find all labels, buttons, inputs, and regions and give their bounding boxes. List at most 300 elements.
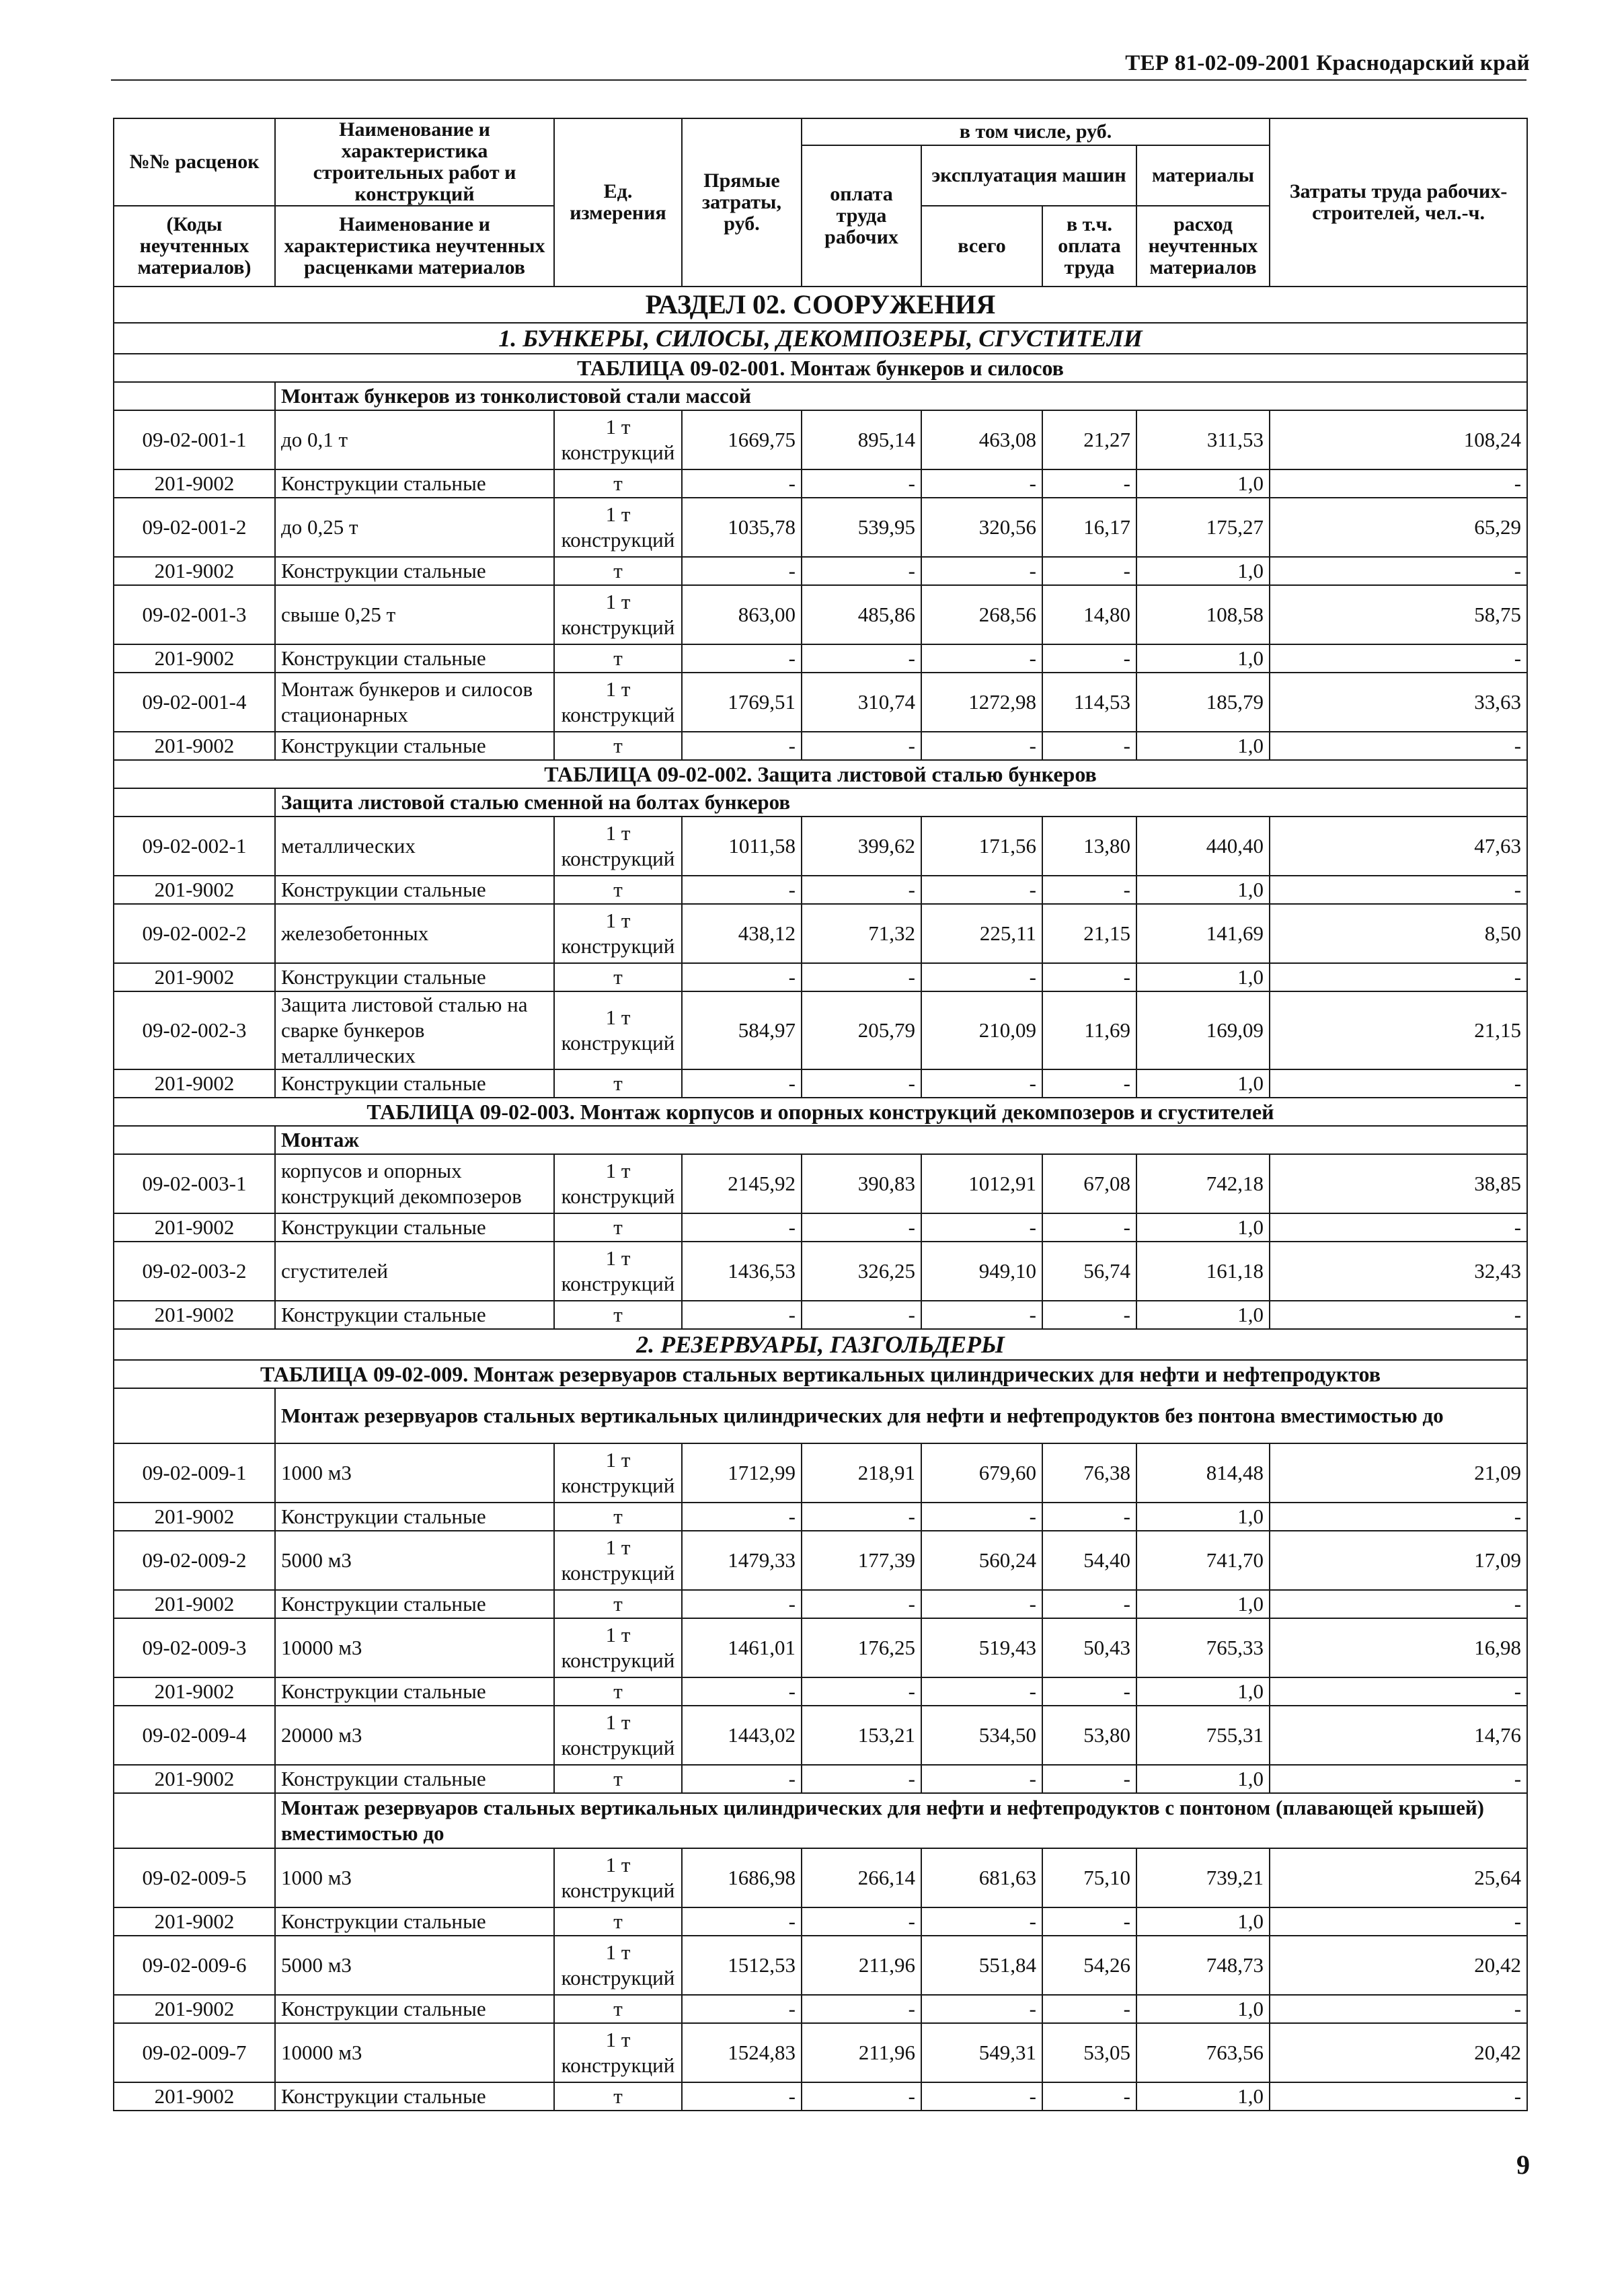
resource-hours-dash: - xyxy=(1270,469,1527,498)
rate-machines-labor-cost: 50,43 xyxy=(1042,1618,1136,1677)
rate-direct-cost: 1461,01 xyxy=(682,1618,802,1677)
resource-row xyxy=(114,557,1527,585)
rate-unit: 1 т конструкций xyxy=(554,817,682,876)
resource-quantity: 1,0 xyxy=(1136,1765,1270,1793)
rate-unit: 1 т конструкций xyxy=(554,498,682,557)
rate-unit: 1 т конструкций xyxy=(554,1154,682,1213)
resource-labor-dash: - xyxy=(802,1765,921,1793)
rate-name: до 0,1 т xyxy=(275,410,554,469)
resource-code: 201-9002 xyxy=(114,963,275,991)
rate-machines-labor-cost: 114,53 xyxy=(1042,673,1136,732)
resource-unit: т xyxy=(554,2082,682,2111)
resource-row xyxy=(114,1765,1527,1793)
rate-code: 09-02-002-3 xyxy=(114,991,275,1069)
rate-row xyxy=(114,1531,1527,1590)
rate-materials-cost: 169,09 xyxy=(1136,991,1270,1069)
resource-labor-dash: - xyxy=(802,963,921,991)
resource-direct-dash: - xyxy=(682,963,802,991)
rate-code: 09-02-009-1 xyxy=(114,1443,275,1503)
rate-code: 09-02-009-2 xyxy=(114,1531,275,1590)
resource-quantity: 1,0 xyxy=(1136,1995,1270,2023)
rate-unit: 1 т конструкций xyxy=(554,904,682,963)
rate-machines-cost: 560,24 xyxy=(921,1531,1042,1590)
rate-name: Защита листовой сталью на сварке бункеров металлических xyxy=(275,991,554,1069)
rate-machines-labor-cost: 14,80 xyxy=(1042,585,1136,644)
resource-row xyxy=(114,2082,1527,2111)
resource-name: Конструкции стальные xyxy=(275,1907,554,1936)
group-code-empty xyxy=(114,382,275,410)
rate-row xyxy=(114,673,1527,732)
resource-name: Конструкции стальные xyxy=(275,1590,554,1618)
group-title-text: Монтаж резервуаров стальных вертикальных цилиндрических для нефти и нефтепродуктов с понтоном (плавающей крышей) вместимостью до xyxy=(275,1793,1527,1848)
resource-quantity: 1,0 xyxy=(1136,644,1270,673)
rate-labor-hours: 17,09 xyxy=(1270,1531,1527,1590)
rate-code: 09-02-001-1 xyxy=(114,410,275,469)
rate-machines-cost: 1012,91 xyxy=(921,1154,1042,1213)
resource-direct-dash: - xyxy=(682,644,802,673)
group-title-text: Монтаж xyxy=(275,1126,1527,1154)
resource-name: Конструкции стальные xyxy=(275,1069,554,1098)
rate-materials-cost: 741,70 xyxy=(1136,1531,1270,1590)
rate-labor-cost: 895,14 xyxy=(802,410,921,469)
rate-labor-hours: 14,76 xyxy=(1270,1706,1527,1765)
rate-row xyxy=(114,498,1527,557)
resource-quantity: 1,0 xyxy=(1136,469,1270,498)
group-title xyxy=(114,382,1527,410)
rate-materials-cost: 161,18 xyxy=(1136,1242,1270,1301)
rate-direct-cost: 584,97 xyxy=(682,991,802,1069)
rate-direct-cost: 1669,75 xyxy=(682,410,802,469)
rate-row xyxy=(114,1154,1527,1213)
resource-row xyxy=(114,1907,1527,1936)
resource-unit: т xyxy=(554,1503,682,1531)
resource-labor-dash: - xyxy=(802,557,921,585)
rate-materials-cost: 765,33 xyxy=(1136,1618,1270,1677)
resource-labor-dash: - xyxy=(802,644,921,673)
resource-row xyxy=(114,876,1527,904)
resource-labor-dash: - xyxy=(802,1503,921,1531)
rate-unit: 1 т конструкций xyxy=(554,1443,682,1503)
rate-row xyxy=(114,904,1527,963)
rate-row xyxy=(114,2023,1527,2082)
resource-unit: т xyxy=(554,876,682,904)
rate-unit: 1 т конструкций xyxy=(554,1936,682,1995)
rate-direct-cost: 1686,98 xyxy=(682,1848,802,1907)
rate-labor-hours: 58,75 xyxy=(1270,585,1527,644)
rate-labor-cost: 153,21 xyxy=(802,1706,921,1765)
resource-direct-dash: - xyxy=(682,1590,802,1618)
resource-labor-dash: - xyxy=(802,1590,921,1618)
resource-hours-dash: - xyxy=(1270,557,1527,585)
col-header-machines: эксплуатация машин xyxy=(921,145,1136,206)
resource-direct-dash: - xyxy=(682,1907,802,1936)
rate-materials-cost: 440,40 xyxy=(1136,817,1270,876)
resource-code: 201-9002 xyxy=(114,1213,275,1242)
rate-machines-labor-cost: 53,05 xyxy=(1042,2023,1136,2082)
rate-name: 20000 м3 xyxy=(275,1706,554,1765)
resource-direct-dash: - xyxy=(682,732,802,760)
rate-machines-labor-cost: 54,26 xyxy=(1042,1936,1136,1995)
resource-machines-dash: - xyxy=(921,963,1042,991)
rate-materials-cost: 141,69 xyxy=(1136,904,1270,963)
resource-machines-labor-dash: - xyxy=(1042,1765,1136,1793)
col-header-materials: материалы xyxy=(1136,145,1270,206)
rate-row xyxy=(114,1618,1527,1677)
rate-machines-labor-cost: 54,40 xyxy=(1042,1531,1136,1590)
rate-code: 09-02-001-2 xyxy=(114,498,275,557)
rate-name: до 0,25 т xyxy=(275,498,554,557)
rate-labor-hours: 38,85 xyxy=(1270,1154,1527,1213)
rate-labor-hours: 32,43 xyxy=(1270,1242,1527,1301)
rate-labor-cost: 539,95 xyxy=(802,498,921,557)
rate-machines-labor-cost: 11,69 xyxy=(1042,991,1136,1069)
resource-direct-dash: - xyxy=(682,2082,802,2111)
subsection-title xyxy=(114,1329,1527,1360)
resource-name: Конструкции стальные xyxy=(275,1213,554,1242)
resource-quantity: 1,0 xyxy=(1136,557,1270,585)
resource-row xyxy=(114,469,1527,498)
resource-unit: т xyxy=(554,1069,682,1098)
col-header-direct: Прямые затраты, руб. xyxy=(682,118,802,287)
rate-machines-labor-cost: 76,38 xyxy=(1042,1443,1136,1503)
rate-machines-labor-cost: 56,74 xyxy=(1042,1242,1136,1301)
resource-direct-dash: - xyxy=(682,1069,802,1098)
rate-machines-cost: 519,43 xyxy=(921,1618,1042,1677)
resource-unit: т xyxy=(554,1590,682,1618)
resource-name: Конструкции стальные xyxy=(275,1301,554,1329)
resource-unit: т xyxy=(554,1213,682,1242)
resource-name: Конструкции стальные xyxy=(275,2082,554,2111)
resource-hours-dash: - xyxy=(1270,1590,1527,1618)
rate-direct-cost: 2145,92 xyxy=(682,1154,802,1213)
resource-machines-labor-dash: - xyxy=(1042,1907,1136,1936)
resource-direct-dash: - xyxy=(682,1995,802,2023)
rate-direct-cost: 1524,83 xyxy=(682,2023,802,2082)
rate-machines-cost: 679,60 xyxy=(921,1443,1042,1503)
resource-machines-dash: - xyxy=(921,469,1042,498)
header-rule xyxy=(111,79,1526,81)
page-number: 9 xyxy=(1516,2150,1530,2180)
rate-direct-cost: 1011,58 xyxy=(682,817,802,876)
resource-hours-dash: - xyxy=(1270,1213,1527,1242)
rate-labor-cost: 71,32 xyxy=(802,904,921,963)
col-header-labor-hours: Затраты труда рабочих-строителей, чел.-ч. xyxy=(1270,118,1527,287)
resource-machines-labor-dash: - xyxy=(1042,732,1136,760)
rate-labor-cost: 390,83 xyxy=(802,1154,921,1213)
resource-machines-labor-dash: - xyxy=(1042,1301,1136,1329)
rate-labor-cost: 218,91 xyxy=(802,1443,921,1503)
resource-hours-dash: - xyxy=(1270,2082,1527,2111)
resource-direct-dash: - xyxy=(682,1213,802,1242)
resource-labor-dash: - xyxy=(802,1213,921,1242)
rate-name: металлических xyxy=(275,817,554,876)
rate-name: сгустителей xyxy=(275,1242,554,1301)
resource-unit: т xyxy=(554,963,682,991)
resource-labor-dash: - xyxy=(802,732,921,760)
rate-name: железобетонных xyxy=(275,904,554,963)
resource-name: Конструкции стальные xyxy=(275,1995,554,2023)
resource-hours-dash: - xyxy=(1270,1995,1527,2023)
resource-hours-dash: - xyxy=(1270,1677,1527,1706)
rate-unit: 1 т конструкций xyxy=(554,991,682,1069)
rate-row xyxy=(114,1848,1527,1907)
resource-machines-labor-dash: - xyxy=(1042,1677,1136,1706)
rate-code: 09-02-009-5 xyxy=(114,1848,275,1907)
rate-code: 09-02-009-6 xyxy=(114,1936,275,1995)
rate-code: 09-02-002-1 xyxy=(114,817,275,876)
rate-machines-labor-cost: 16,17 xyxy=(1042,498,1136,557)
rate-materials-cost: 185,79 xyxy=(1136,673,1270,732)
subsection-title-text: 2. РЕЗЕРВУАРЫ, ГАЗГОЛЬДЕРЫ xyxy=(114,1329,1527,1360)
rate-machines-cost: 463,08 xyxy=(921,410,1042,469)
resource-code: 201-9002 xyxy=(114,644,275,673)
rate-code: 09-02-001-4 xyxy=(114,673,275,732)
rate-labor-hours: 33,63 xyxy=(1270,673,1527,732)
rate-code: 09-02-009-3 xyxy=(114,1618,275,1677)
rate-materials-cost: 748,73 xyxy=(1136,1936,1270,1995)
rate-row xyxy=(114,410,1527,469)
rate-row xyxy=(114,1936,1527,1995)
rate-row xyxy=(114,991,1527,1069)
resource-labor-dash: - xyxy=(802,469,921,498)
resource-machines-dash: - xyxy=(921,1995,1042,2023)
resource-direct-dash: - xyxy=(682,1765,802,1793)
resource-code: 201-9002 xyxy=(114,1765,275,1793)
rate-machines-labor-cost: 67,08 xyxy=(1042,1154,1136,1213)
table-title-text: ТАБЛИЦА 09-02-003. Монтаж корпусов и опорных конструкций декомпозеров и сгустителей xyxy=(114,1098,1527,1126)
resource-unit: т xyxy=(554,557,682,585)
rate-labor-hours: 21,09 xyxy=(1270,1443,1527,1503)
rate-code: 09-02-009-7 xyxy=(114,2023,275,2082)
resource-quantity: 1,0 xyxy=(1136,963,1270,991)
rate-row xyxy=(114,817,1527,876)
rate-direct-cost: 438,12 xyxy=(682,904,802,963)
rate-name: 1000 м3 xyxy=(275,1848,554,1907)
table-title-text: ТАБЛИЦА 09-02-002. Защита листовой сталью бункеров xyxy=(114,760,1527,788)
rate-labor-cost: 310,74 xyxy=(802,673,921,732)
rate-machines-cost: 949,10 xyxy=(921,1242,1042,1301)
resource-code: 201-9002 xyxy=(114,876,275,904)
resource-name: Конструкции стальные xyxy=(275,644,554,673)
group-title-text: Защита листовой сталью сменной на болтах бункеров xyxy=(275,788,1527,817)
resource-unit: т xyxy=(554,732,682,760)
rate-materials-cost: 814,48 xyxy=(1136,1443,1270,1503)
rate-direct-cost: 1479,33 xyxy=(682,1531,802,1590)
resource-machines-dash: - xyxy=(921,1677,1042,1706)
rate-labor-cost: 211,96 xyxy=(802,1936,921,1995)
rate-machines-labor-cost: 13,80 xyxy=(1042,817,1136,876)
col-header-name-top: Наименование и характеристика строительных работ и конструкций xyxy=(275,118,554,206)
rate-machines-labor-cost: 21,27 xyxy=(1042,410,1136,469)
resource-code: 201-9002 xyxy=(114,1503,275,1531)
col-header-incl: в том числе, руб. xyxy=(802,118,1270,145)
rate-name: 1000 м3 xyxy=(275,1443,554,1503)
col-header-machines-labor: в т.ч. оплата труда xyxy=(1042,206,1136,287)
resource-name: Конструкции стальные xyxy=(275,732,554,760)
resource-machines-dash: - xyxy=(921,2082,1042,2111)
rate-unit: 1 т конструкций xyxy=(554,1618,682,1677)
resource-unit: т xyxy=(554,1995,682,2023)
rate-direct-cost: 863,00 xyxy=(682,585,802,644)
col-header-unit: Ед. измерения xyxy=(554,118,682,287)
resource-machines-labor-dash: - xyxy=(1042,1995,1136,2023)
section-title xyxy=(114,287,1527,323)
resource-unit: т xyxy=(554,1907,682,1936)
resource-name: Конструкции стальные xyxy=(275,469,554,498)
resource-name: Конструкции стальные xyxy=(275,1677,554,1706)
rate-unit: 1 т конструкций xyxy=(554,1242,682,1301)
resource-code: 201-9002 xyxy=(114,1301,275,1329)
rate-name: свыше 0,25 т xyxy=(275,585,554,644)
resource-row xyxy=(114,963,1527,991)
resource-unit: т xyxy=(554,1677,682,1706)
resource-row xyxy=(114,1069,1527,1098)
rate-materials-cost: 763,56 xyxy=(1136,2023,1270,2082)
resource-machines-dash: - xyxy=(921,1213,1042,1242)
rate-direct-cost: 1712,99 xyxy=(682,1443,802,1503)
resource-machines-labor-dash: - xyxy=(1042,469,1136,498)
rate-name: Монтаж бункеров и силосов стационарных xyxy=(275,673,554,732)
resource-direct-dash: - xyxy=(682,469,802,498)
resource-quantity: 1,0 xyxy=(1136,732,1270,760)
rate-labor-hours: 20,42 xyxy=(1270,2023,1527,2082)
resource-machines-labor-dash: - xyxy=(1042,963,1136,991)
rate-unit: 1 т конструкций xyxy=(554,410,682,469)
resource-code: 201-9002 xyxy=(114,1069,275,1098)
resource-hours-dash: - xyxy=(1270,1907,1527,1936)
resource-machines-labor-dash: - xyxy=(1042,876,1136,904)
resource-labor-dash: - xyxy=(802,2082,921,2111)
rate-unit: 1 т конструкций xyxy=(554,1531,682,1590)
table-title xyxy=(114,354,1527,382)
resource-hours-dash: - xyxy=(1270,1765,1527,1793)
resource-unit: т xyxy=(554,469,682,498)
table-title-text: ТАБЛИЦА 09-02-001. Монтаж бункеров и силосов xyxy=(114,354,1527,382)
resource-labor-dash: - xyxy=(802,1995,921,2023)
resource-direct-dash: - xyxy=(682,1301,802,1329)
rate-machines-cost: 1272,98 xyxy=(921,673,1042,732)
resource-code: 201-9002 xyxy=(114,1677,275,1706)
resource-machines-labor-dash: - xyxy=(1042,1069,1136,1098)
rate-materials-cost: 742,18 xyxy=(1136,1154,1270,1213)
rate-materials-cost: 108,58 xyxy=(1136,585,1270,644)
table-title xyxy=(114,760,1527,788)
rate-code: 09-02-003-1 xyxy=(114,1154,275,1213)
resource-quantity: 1,0 xyxy=(1136,1301,1270,1329)
resource-machines-dash: - xyxy=(921,732,1042,760)
resource-hours-dash: - xyxy=(1270,644,1527,673)
col-header-code-bottom: (Коды неучтенных материалов) xyxy=(114,206,275,287)
rate-machines-cost: 681,63 xyxy=(921,1848,1042,1907)
rate-unit: 1 т конструкций xyxy=(554,1706,682,1765)
resource-machines-dash: - xyxy=(921,1907,1042,1936)
subsection-title xyxy=(114,323,1527,354)
rate-machines-cost: 534,50 xyxy=(921,1706,1042,1765)
rate-machines-cost: 225,11 xyxy=(921,904,1042,963)
resource-code: 201-9002 xyxy=(114,1995,275,2023)
resource-unit: т xyxy=(554,644,682,673)
rate-unit: 1 т конструкций xyxy=(554,1848,682,1907)
resource-code: 201-9002 xyxy=(114,732,275,760)
resource-labor-dash: - xyxy=(802,1301,921,1329)
resource-quantity: 1,0 xyxy=(1136,1677,1270,1706)
resource-row xyxy=(114,1677,1527,1706)
resource-code: 201-9002 xyxy=(114,1907,275,1936)
resource-row xyxy=(114,1590,1527,1618)
resource-machines-dash: - xyxy=(921,1503,1042,1531)
group-code-empty xyxy=(114,788,275,817)
rate-labor-hours: 21,15 xyxy=(1270,991,1527,1069)
resource-quantity: 1,0 xyxy=(1136,1069,1270,1098)
resource-direct-dash: - xyxy=(682,557,802,585)
rate-direct-cost: 1512,53 xyxy=(682,1936,802,1995)
resource-code: 201-9002 xyxy=(114,1590,275,1618)
col-header-code-top: №№ расценок xyxy=(114,118,275,206)
resource-machines-dash: - xyxy=(921,557,1042,585)
resource-hours-dash: - xyxy=(1270,963,1527,991)
resource-name: Конструкции стальные xyxy=(275,557,554,585)
resource-quantity: 1,0 xyxy=(1136,1907,1270,1936)
rate-materials-cost: 739,21 xyxy=(1136,1848,1270,1907)
rate-labor-hours: 108,24 xyxy=(1270,410,1527,469)
rate-labor-cost: 266,14 xyxy=(802,1848,921,1907)
rate-name: 10000 м3 xyxy=(275,1618,554,1677)
rate-labor-cost: 177,39 xyxy=(802,1531,921,1590)
rate-machines-cost: 551,84 xyxy=(921,1936,1042,1995)
resource-machines-dash: - xyxy=(921,644,1042,673)
rate-labor-hours: 16,98 xyxy=(1270,1618,1527,1677)
rate-machines-cost: 320,56 xyxy=(921,498,1042,557)
resource-row xyxy=(114,1503,1527,1531)
resource-machines-labor-dash: - xyxy=(1042,1213,1136,1242)
rate-name: 10000 м3 xyxy=(275,2023,554,2082)
resource-direct-dash: - xyxy=(682,1677,802,1706)
rate-direct-cost: 1436,53 xyxy=(682,1242,802,1301)
rate-labor-hours: 47,63 xyxy=(1270,817,1527,876)
resource-hours-dash: - xyxy=(1270,876,1527,904)
rate-machines-cost: 210,09 xyxy=(921,991,1042,1069)
rate-machines-labor-cost: 53,80 xyxy=(1042,1706,1136,1765)
resource-direct-dash: - xyxy=(682,876,802,904)
resource-quantity: 1,0 xyxy=(1136,2082,1270,2111)
resource-row xyxy=(114,1213,1527,1242)
resource-name: Конструкции стальные xyxy=(275,876,554,904)
resource-code: 201-9002 xyxy=(114,469,275,498)
resource-machines-labor-dash: - xyxy=(1042,1503,1136,1531)
rate-labor-cost: 211,96 xyxy=(802,2023,921,2082)
rate-unit: 1 т конструкций xyxy=(554,585,682,644)
resource-hours-dash: - xyxy=(1270,732,1527,760)
resource-code: 201-9002 xyxy=(114,2082,275,2111)
resource-row xyxy=(114,732,1527,760)
resource-machines-dash: - xyxy=(921,1301,1042,1329)
rate-name: корпусов и опорных конструкций декомпозеров xyxy=(275,1154,554,1213)
rate-labor-cost: 176,25 xyxy=(802,1618,921,1677)
rate-labor-hours: 65,29 xyxy=(1270,498,1527,557)
resource-quantity: 1,0 xyxy=(1136,876,1270,904)
rate-machines-cost: 549,31 xyxy=(921,2023,1042,2082)
resource-row xyxy=(114,644,1527,673)
col-header-materials-sub: расход неучтенных материалов xyxy=(1136,206,1270,287)
resource-name: Конструкции стальные xyxy=(275,1503,554,1531)
rate-labor-hours: 20,42 xyxy=(1270,1936,1527,1995)
rate-name: 5000 м3 xyxy=(275,1531,554,1590)
col-header-labor: оплата труда рабочих xyxy=(802,145,921,287)
section-title-text: РАЗДЕЛ 02. СООРУЖЕНИЯ xyxy=(114,287,1527,323)
rate-materials-cost: 311,53 xyxy=(1136,410,1270,469)
group-title xyxy=(114,1388,1527,1443)
table-title xyxy=(114,1360,1527,1388)
